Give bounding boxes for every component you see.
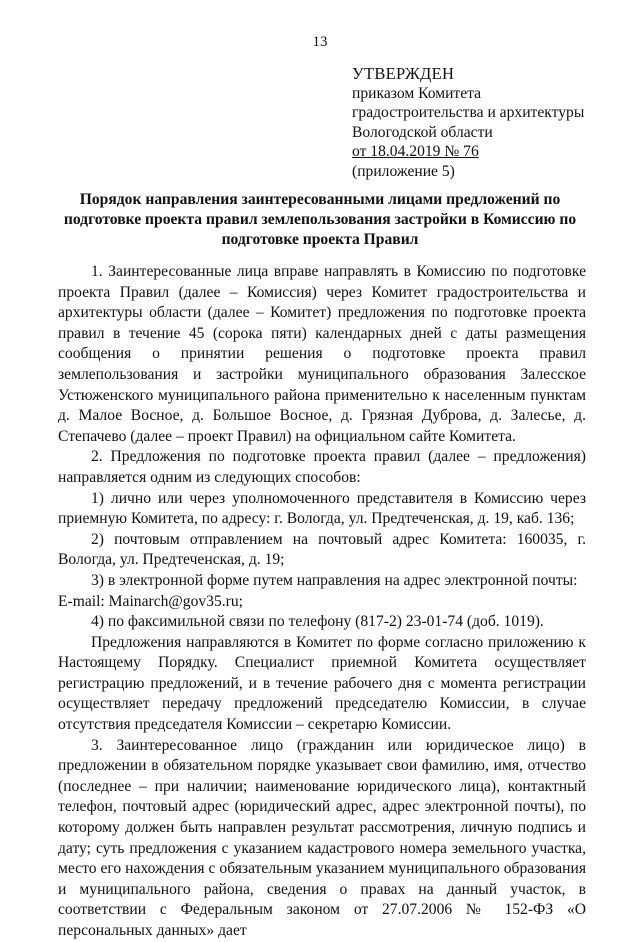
method-4-fax: 4) по факсимильной связи по телефону (817-2) 23-01-74 (доб. 1019).	[91, 613, 544, 631]
paragraph-registration: Предложения направляются в Комитет по форме согласно приложению к Настоящему Порядку. Специалист приемной Комитета осуществляет регистрацию предложений, и в течение рабочего дня с момента регистрации осуществляет передачу предложений председателю Комиссии, в случае отсутствия председателя Комиссии – секретарю Комиссии.	[58, 633, 586, 734]
paragraph-2-methods-intro: 2. Предложения по подготовке проекта правил (далее – предложения) направляется одним из следующих способов:	[58, 448, 586, 486]
method-2-postal: 2) почтовым отправлением на почтовый адрес Комитета: 160035, г. Вологда, ул. Предтеченская, д. 19;	[58, 530, 586, 569]
approval-appendix: (приложение 5)	[352, 162, 455, 180]
approval-status: УТВЕРЖДЕН	[352, 64, 455, 83]
approval-line-order-type: приказом Комитета	[352, 84, 482, 102]
method-1-in-person: 1) лично или через уполномоченного представителя в Комиссию через приемную Комитета, по адресу: г. Вологда, ул. Предтеченская, д. 19, каб. 136;	[58, 489, 586, 528]
approval-line-committee: градостроительства и архитектуры	[352, 104, 585, 121]
document-title: Порядок направления заинтересованными лицами предложений по подготовке проекта правил землепользования застройки в Комиссию по подготовке проекта Правил	[63, 191, 577, 248]
method-3-electronic: 3) в электронной форме путем направления на адрес электронной почты:	[91, 571, 578, 589]
approval-block	[352, 64, 622, 181]
approval-line-region: Вологодской области	[352, 123, 493, 141]
paragraph-1-submission-period: 1. Заинтересованные лица вправе направлять в Комиссию по подготовке проекта Правил (далее – Комиссия) через Комитет градостроительства и архитектуры области (далее – Комитет) предложения по подготовке проекта правил в течение 45 (сорока пяти) календарных дней с даты размещения сообщения о принятии решения о подготовке проекта правил землепользования и застройки муниципального образования Залесское Устюженского муниципального района применительно к населенным пунктам д. Малое Восное, д. Большое Восное, д. Грязная Дуброва, д. Залесье, д. Степачево (далее – проект Правил) на официальном сайте Комитета.	[58, 263, 586, 445]
document-body	[58, 262, 586, 942]
page-number: 13	[312, 34, 328, 50]
email-address: E-mail: Mainarch@gov35.ru;	[58, 592, 243, 610]
paragraph-3-requirements: 3. Заинтересованное лицо (гражданин или юридическое лицо) в предложении в обязательном порядке указывает свои фамилию, имя, отчество (последнее – при наличии; наименование юридического лица), контактный телефон, почтовый адрес (юридический адрес, адрес электронной почты), по которому должен быть направлен результат рассмотрения, личную подпись и дату; суть предложения с указанием кадастрового номера земельного участка, место его нахождения с обязательным указанием муниципального образования и муниципального района, сведения о правах на данный участок, в соответствии с Федеральным законом от 27.07.2006 № 152-ФЗ «О персональных данных» дает	[58, 736, 586, 939]
approval-order-number: от 18.04.2019 № 76	[352, 143, 479, 160]
